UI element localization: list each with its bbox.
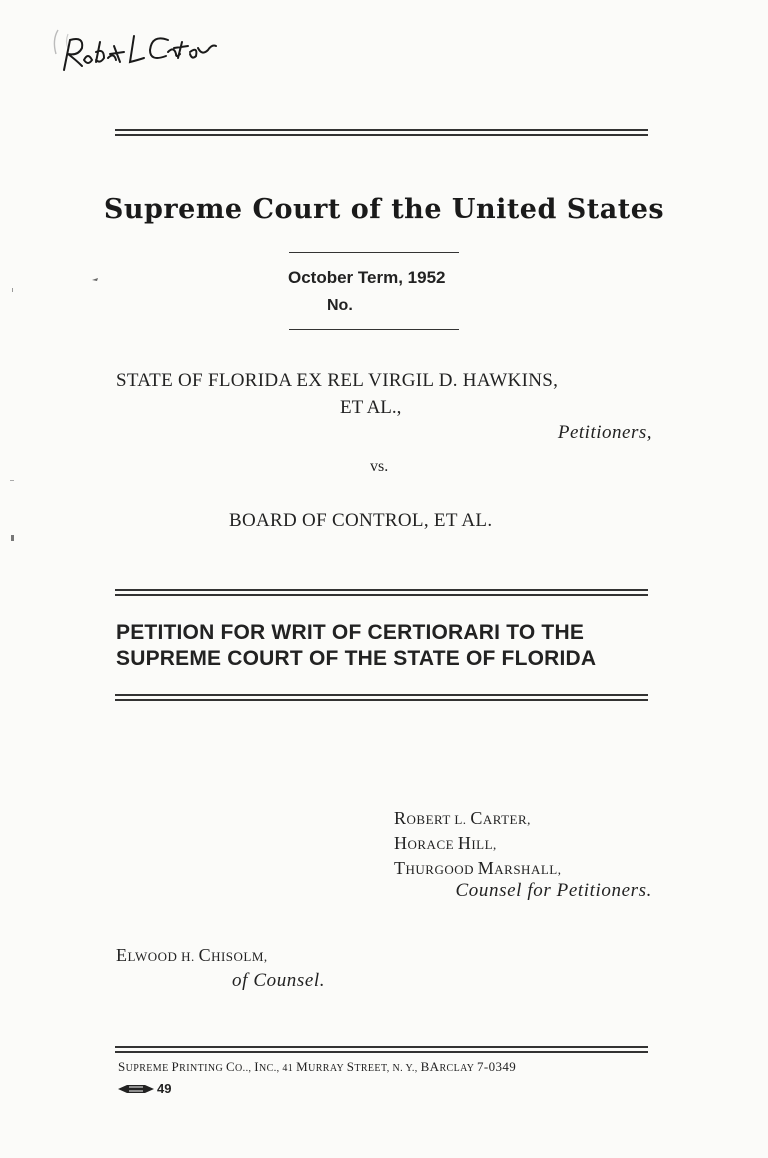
respondent: BOARD OF CONTROL, ET AL. bbox=[229, 510, 493, 531]
petition-title-line-2: SUPREME COURT OF THE STATE OF FLORIDA bbox=[116, 647, 597, 670]
counsel-role: Counsel for Petitioners. bbox=[455, 880, 652, 901]
of-counsel-role: of Counsel. bbox=[232, 970, 326, 991]
petitioner-line-2: ET AL., bbox=[340, 397, 402, 418]
of-counsel-elwood-chisolm: ELWOOD H. CHISOLM, bbox=[116, 945, 268, 965]
case-number-label: No. bbox=[327, 297, 353, 314]
counsel-thurgood-marshall: THURGOOD MARSHALL, bbox=[394, 858, 562, 878]
petitioner-role: Petitioners, bbox=[557, 422, 652, 443]
printer-imprint: SUPREME PRINTING CO.., INC., 41 MURRAY STREET, N. Y., BARCLAY 7-0349 bbox=[118, 1059, 517, 1074]
versus: vs. bbox=[370, 458, 389, 475]
petition-title-line-1: PETITION FOR WRIT OF CERTIORARI TO THE bbox=[116, 621, 585, 644]
court-name: Supreme Court of the United States bbox=[103, 194, 665, 225]
counsel-robert-carter: ROBERT L. CARTER, bbox=[394, 808, 531, 828]
counsel-horace-hill: HORACE HILL, bbox=[394, 833, 497, 853]
petitioner-line-1: STATE OF FLORIDA EX REL VIRGIL D. HAWKINS, bbox=[116, 370, 559, 391]
union-label-number: 49 bbox=[157, 1081, 172, 1096]
term: October Term, 1952 bbox=[288, 268, 446, 287]
